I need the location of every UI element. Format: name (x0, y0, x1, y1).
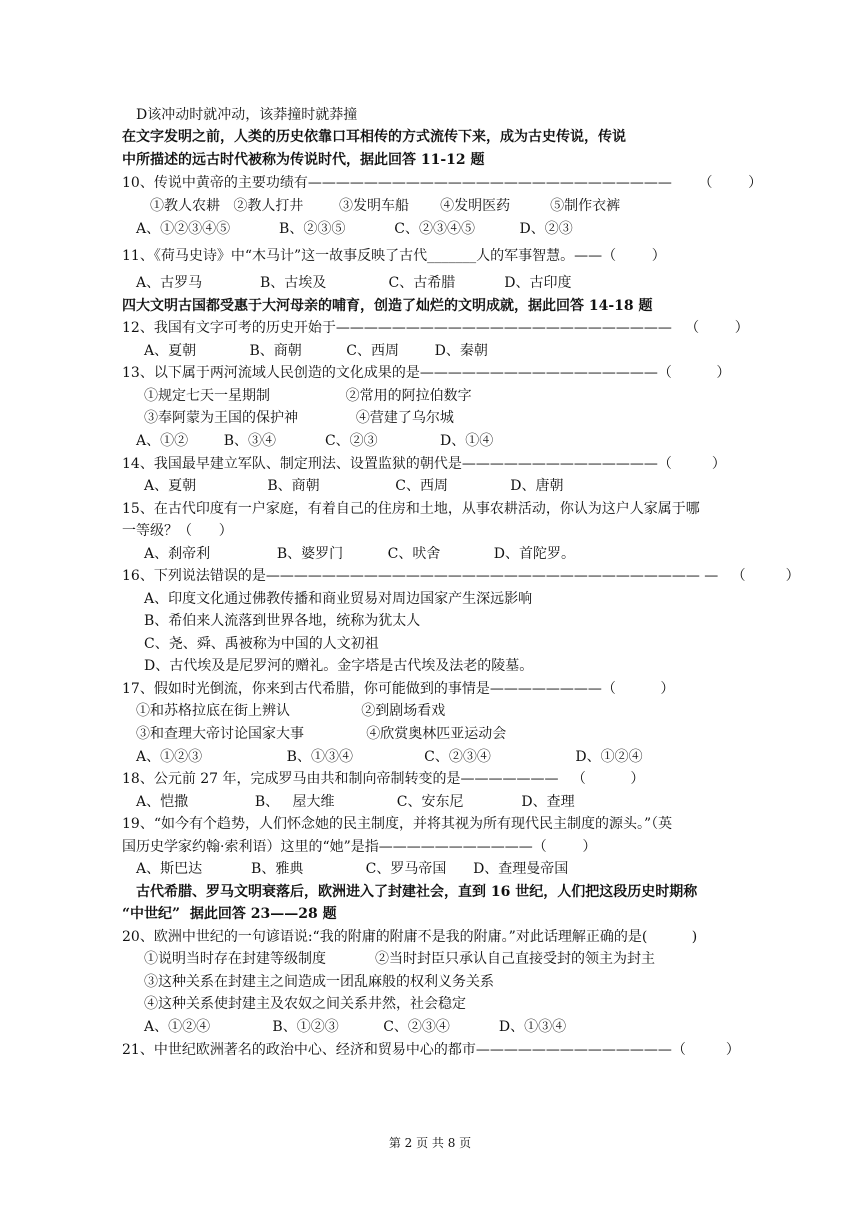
section-intro-line: 古代希腊、罗马文明衰落后，欧洲进入了封建社会，直到 16 世纪，人们把这段历史时期称 (136, 884, 698, 900)
question-15-continued: 一等级？（ ） (122, 523, 233, 539)
text-line: D该冲动时就冲动，该莽撞时就莽撞 (136, 107, 358, 123)
answer-choices: A、古罗马 B、古埃及 C、古希腊 D、古印度 (136, 275, 572, 291)
question-options: ①和苏格拉底在街上辨认 ②到剧场看戏 (136, 703, 446, 719)
section-intro-line: 中所描述的远古时代被称为传说时代，据此回答 11-12 题 (122, 152, 485, 168)
question-options: ③和查理大帝讨论国家大事 ④欣赏奥林匹亚运动会 (136, 726, 507, 742)
answer-choice-b: B、希伯来人流落到世界各地，统称为犹太人 (144, 613, 421, 629)
question-13: 13、以下属于两河流域人民创造的文化成果的是—————————————————（ ） (122, 365, 731, 381)
question-21: 21、中世纪欧洲著名的政治中心、经济和贸易中心的都市——————————————（ ） (122, 1042, 740, 1058)
question-19-continued: 国历史学家约翰·索利语）这里的“她”是指———————————（ ） (122, 839, 597, 855)
answer-choices: A、①②③④⑤ B、②③⑤ C、②③④⑤ D、②③ (136, 221, 573, 237)
question-options: ①规定七天一星期制 ②常用的阿拉伯数字 (144, 388, 472, 404)
question-12: 12、我国有文字可考的历史开始于———————————————————————— （ ） (122, 320, 749, 336)
question-14: 14、我国最早建立军队、制定刑法、设置监狱的朝代是——————————————（ ） (122, 456, 726, 472)
question-18: 18、公元前 27 年，完成罗马由共和制向帝制转变的是——————— （ ） (122, 771, 645, 787)
answer-choices: A、夏朝 B、商朝 C、西周 D、秦朝 (144, 343, 488, 359)
answer-choice-a: A、印度文化通过佛教传播和商业贸易对周边国家产生深远影响 (144, 591, 533, 607)
answer-choice-c: C、尧、舜、禹被称为中国的人文初祖 (144, 636, 379, 652)
question-15: 15、在古代印度有一户家庭，有着自己的住房和土地，从事农耕活动，你认为这户人家属于哪 (122, 501, 700, 517)
question-19: 19、“如今有个趋势，人们怀念她的民主制度，并将其视为所有现代民主制度的源头。”（英 (122, 816, 673, 832)
section-intro-line: “中世纪” 据此回答 23——28 题 (122, 906, 337, 922)
question-options: ③奉阿蒙为王国的保护神 ④营建了乌尔城 (144, 410, 454, 426)
answer-choices: A、①② B、③④ C、②③ D、①④ (136, 433, 494, 449)
answer-choices: A、①②③ B、①③④ C、②③④ D、①②④ (136, 749, 643, 765)
question-17: 17、假如时光倒流，你来到古代希腊，你可能做到的事情是————————（ ） (122, 681, 675, 697)
page-footer: 第 2 页 共 8 页 (388, 1136, 472, 1150)
question-options: ④这种关系使封建主及农奴之间关系井然，社会稳定 (144, 996, 466, 1012)
answer-choices: A、刹帝利 B、婆罗门 C、吠舍 D、首陀罗。 (144, 546, 575, 562)
question-11: 11、《荷马史诗》中“木马计”这一故事反映了古代_______人的军事智慧。——（ ） (122, 248, 666, 264)
answer-choices: A、斯巴达 B、雅典 C、罗马帝国 D、查理曼帝国 (136, 861, 569, 877)
question-16: 16、下列说法错误的是——————————————————————————————— — （ ） (122, 568, 800, 584)
section-intro-line: 在文字发明之前，人类的历史依靠口耳相传的方式流传下来，成为古史传说，传说 (122, 129, 626, 145)
question-10: 10、传说中黄帝的主要功绩有—————————————————————————— （ ） (122, 175, 763, 191)
section-intro-line: 四大文明古国都受惠于大河母亲的哺育，创造了灿烂的文明成就，据此回答 14-18 题 (122, 298, 653, 314)
answer-choices: A、恺撒 B、 屋大维 C、安东尼 D、查理 (136, 794, 575, 810)
answer-choice-d: D、古代埃及是尼罗河的赠礼。金字塔是古代埃及法老的陵墓。 (144, 658, 534, 674)
question-20: 20、欧洲中世纪的一句谚语说:“我的附庸的附庸不是我的附庸。”对此话理解正确的是( ) (122, 929, 698, 945)
question-options: ③这种关系在封建主之间造成一团乱麻般的权利义务关系 (144, 974, 494, 990)
answer-choices: A、①②④ B、①②③ C、②③④ D、①③④ (144, 1019, 567, 1035)
question-options: ①教人农耕 ②教人打井 ③发明车船 ④发明医药 ⑤制作衣裤 (150, 198, 621, 214)
question-options: ①说明当时存在封建等级制度 ②当时封臣只承认自己直接受封的领主为封主 (144, 951, 655, 967)
answer-choices: A、夏朝 B、商朝 C、西周 D、唐朝 (144, 478, 564, 494)
